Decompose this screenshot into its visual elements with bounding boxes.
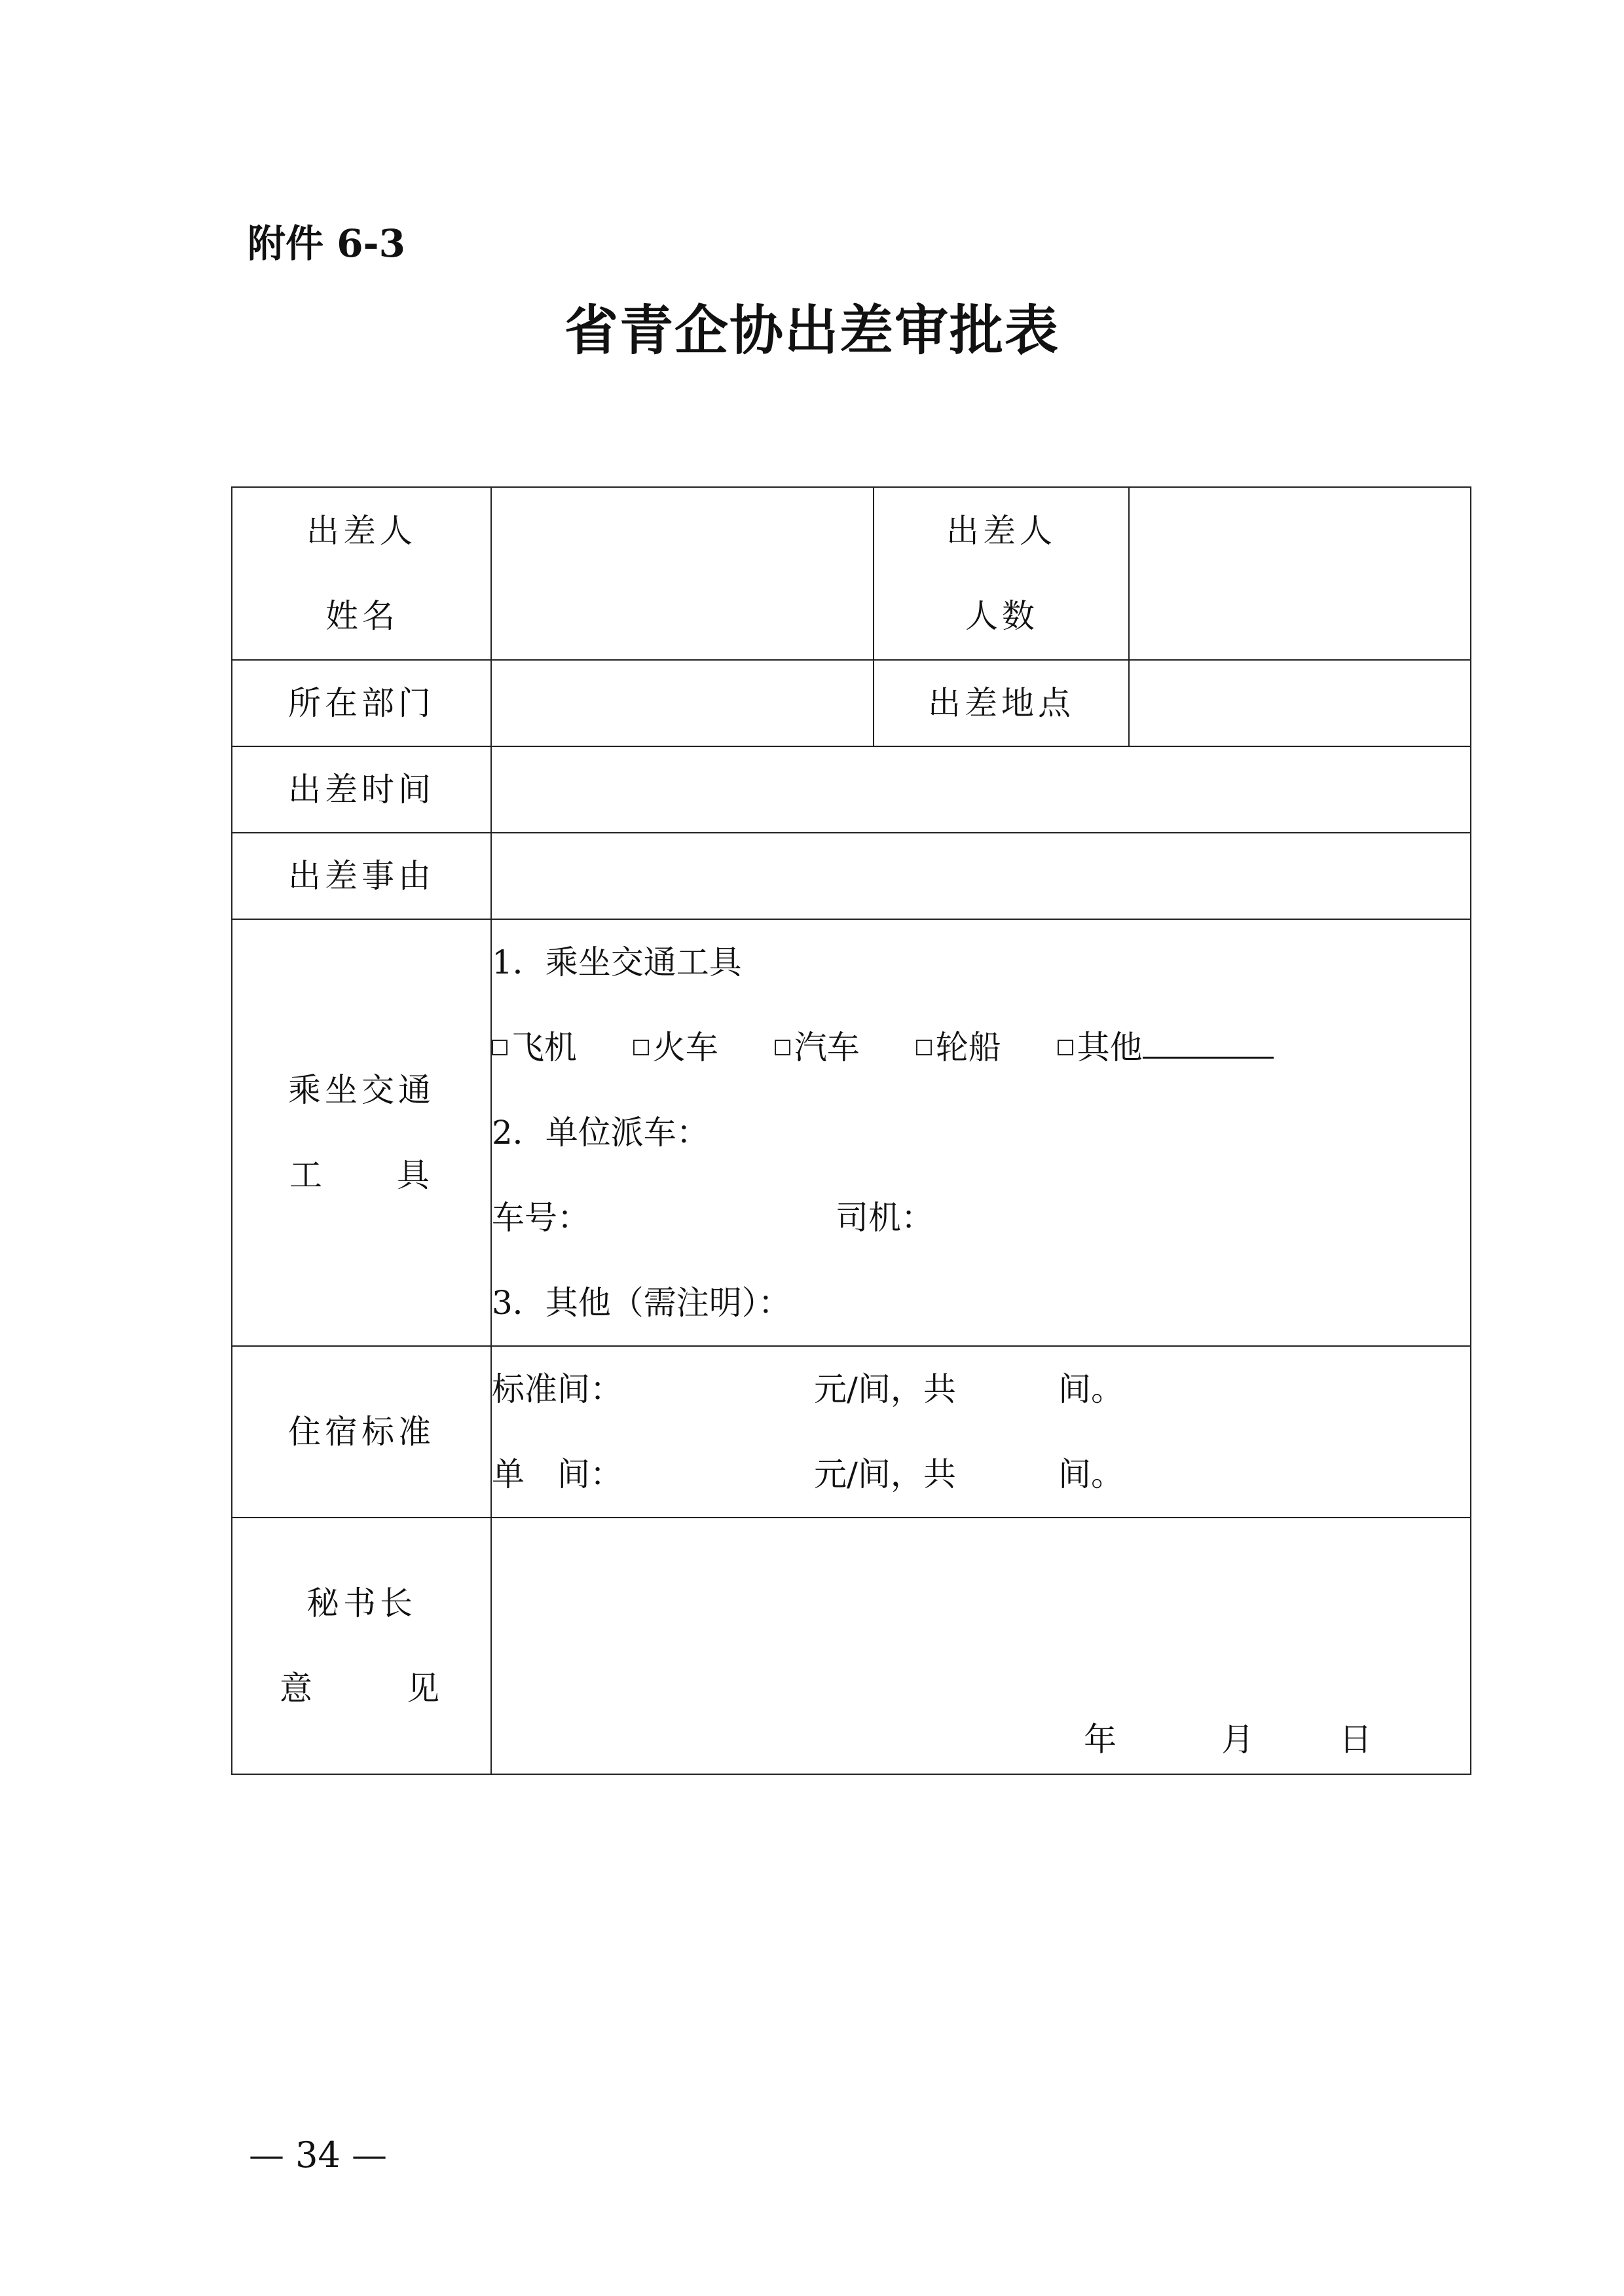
option-train[interactable]: 火车 [633,1005,718,1090]
lodging-label: 住宿标准 [232,1346,491,1518]
destination-field[interactable] [1129,660,1471,746]
standard-room-unit: 间。 [1058,1370,1124,1408]
transport-line-4 [492,1175,1470,1260]
option-ship[interactable]: 轮船 [916,1005,1001,1090]
row-transport [232,919,1471,1346]
row-department-destination [232,660,1471,746]
secretary-opinion-label: 秘书长 意 见 [232,1518,491,1774]
traveler-name-label: 出差人 姓 名 [232,487,491,660]
reason-field[interactable] [491,833,1471,919]
traveler-count-label: 出差人 人 数 [874,487,1129,660]
lodging-standard-line [492,1347,1470,1432]
checkbox-icon[interactable] [916,1040,932,1055]
single-room-label: 单 间： [492,1455,623,1493]
option-other[interactable]: 其他 [1058,1005,1274,1090]
row-lodging [232,1346,1471,1518]
transport-line-3: 2．单位派车： [492,1114,709,1152]
standard-room-label: 标准间： [492,1370,623,1408]
other-blank-line[interactable] [1143,1024,1274,1059]
destination-label: 出差地点 [874,660,1129,746]
transport-label: 乘坐交通 工 具 [232,919,491,1346]
transport-line-1: 1．乘坐交通工具 [492,943,742,981]
option-plane[interactable]: 飞机 [492,1005,577,1090]
single-room-unit: 间。 [1058,1455,1124,1493]
lodging-content [491,1346,1471,1518]
option-car[interactable]: 汽车 [775,1005,860,1090]
checkbox-icon[interactable] [633,1040,649,1055]
car-number-label: 车号： [492,1199,590,1237]
row-reason [232,833,1471,919]
checkbox-icon[interactable] [1058,1040,1073,1055]
secretary-opinion-field[interactable] [491,1518,1471,1774]
year-label: 年 [1084,1721,1116,1758]
time-field[interactable] [491,746,1471,833]
traveler-name-field[interactable] [491,487,874,660]
reason-label: 出差事由 [232,833,491,919]
document-title: 省青企协出差审批表 [564,299,1060,362]
transport-content [491,919,1471,1346]
checkbox-icon[interactable] [492,1040,507,1055]
page-number: — 34 — [249,2134,388,2176]
date-line [1084,1713,1372,1760]
single-price-unit: 元/间，共 [814,1455,956,1493]
traveler-count-field[interactable] [1129,487,1471,660]
checkbox-icon[interactable] [775,1040,790,1055]
row-secretary [232,1518,1471,1774]
department-field[interactable] [491,660,874,746]
row-time [232,746,1471,833]
day-label: 日 [1339,1721,1372,1758]
transport-options [492,1005,1470,1090]
attachment-label: 附件 6-3 [248,221,405,266]
driver-label: 司机： [836,1199,934,1237]
department-label: 所在部门 [232,660,491,746]
month-label: 月 [1221,1721,1254,1758]
lodging-single-line [492,1432,1470,1517]
standard-price-unit: 元/间，共 [814,1370,956,1408]
row-name-count [232,487,1471,660]
transport-line-5: 3．其他（需注明）： [492,1284,791,1322]
travel-approval-form [231,486,1471,1775]
time-label: 出差时间 [232,746,491,833]
